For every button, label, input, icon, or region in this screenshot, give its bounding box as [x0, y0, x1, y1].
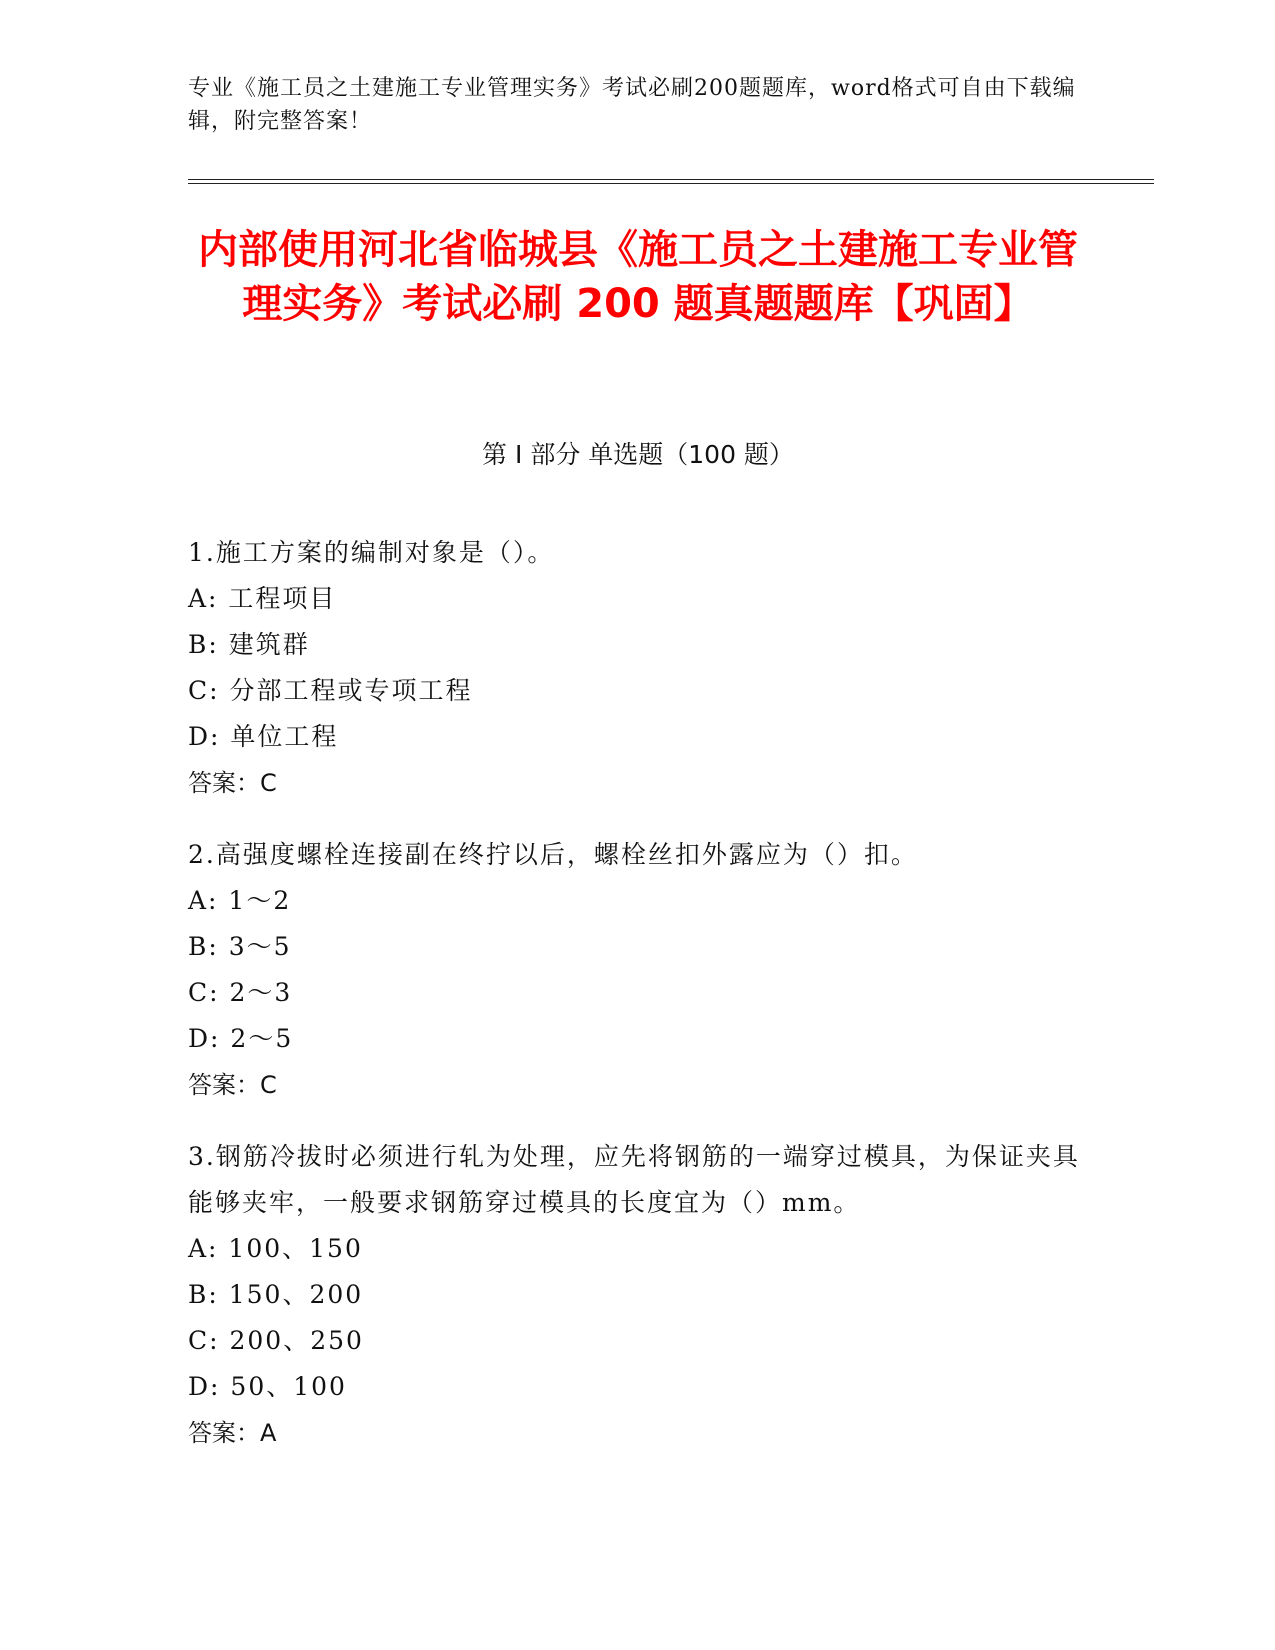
option-d: D: 单位工程: [188, 722, 339, 751]
header-note: 专业《施工员之土建施工专业管理实务》考试必刷200题题库，word格式可自由下载编辑，附完整答案！: [188, 76, 1076, 134]
question-stem: 1.施工方案的编制对象是（）。: [188, 538, 555, 567]
answer: 答案：A: [188, 1419, 277, 1447]
question-1: [188, 530, 1088, 806]
option-c: C: 200、250: [188, 1326, 364, 1355]
question-stem: 3.钢筋冷拔时必须进行轧为处理，应先将钢筋的一端穿过模具，为保证夹具能够夹牢，一般要求钢筋穿过模具的长度宜为（）mm。: [188, 1142, 1080, 1217]
option-a: A: 工程项目: [188, 584, 337, 613]
header-rule-top: [188, 179, 1154, 180]
question-3: [188, 1134, 1088, 1456]
header-rule-bottom: [188, 183, 1154, 184]
question-list: [188, 530, 1088, 1482]
option-a: A: 1～2: [188, 886, 292, 915]
option-d: D: 2～5: [188, 1024, 294, 1053]
question-stem: 2.高强度螺栓连接副在终拧以后，螺栓丝扣外露应为（）扣。: [188, 840, 918, 869]
option-c: C: 2～3: [188, 978, 293, 1007]
option-a: A: 100、150: [188, 1234, 363, 1263]
section-title: 第 I 部分 单选题（100 题）: [482, 440, 794, 469]
option-c: C: 分部工程或专项工程: [188, 676, 473, 705]
option-b: B: 建筑群: [188, 630, 310, 659]
option-b: B: 3～5: [188, 932, 292, 961]
document-title: 内部使用河北省临城县《施工员之土建施工专业管理实务》考试必刷 200 题真题题库【巩固】: [198, 227, 1078, 327]
answer: 答案：C: [188, 1071, 277, 1099]
option-d: D: 50、100: [188, 1372, 347, 1401]
answer: 答案：C: [188, 769, 277, 797]
option-b: B: 150、200: [188, 1280, 364, 1309]
question-2: [188, 832, 1088, 1108]
